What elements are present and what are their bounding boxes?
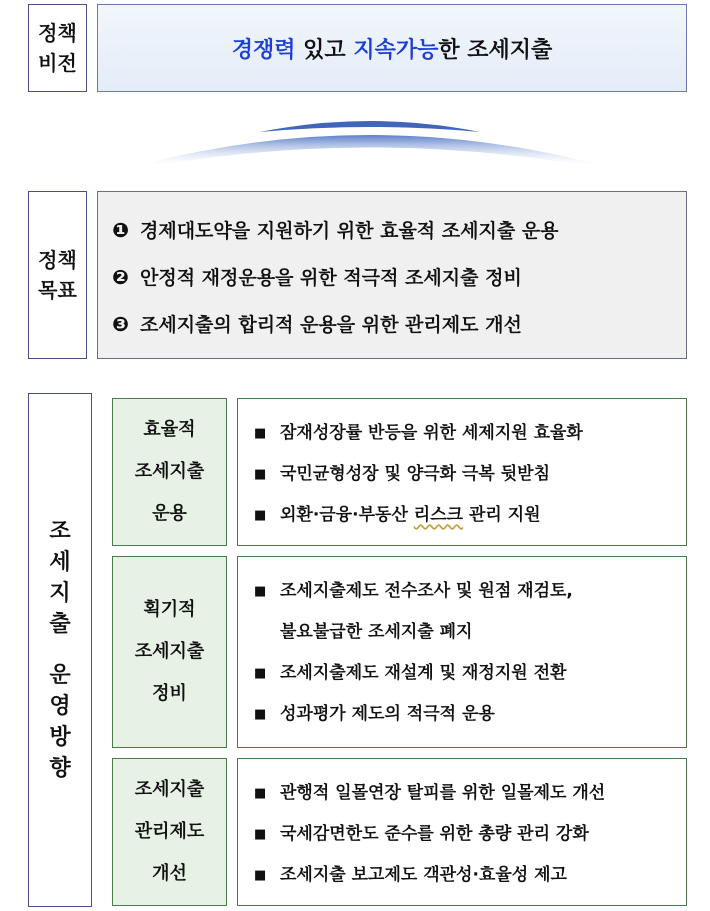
goal-number: ❸ bbox=[112, 311, 129, 336]
policy-item-text: 국세감면한도 준수를 위한 총량 관리 강화 bbox=[280, 824, 589, 844]
policy-item-text: 조세지출제도 전수조사 및 원점 재검토, bbox=[280, 581, 573, 601]
policy-item-continuation bbox=[254, 612, 686, 653]
policy-item-text-part: 리스크 bbox=[413, 505, 464, 525]
category-line: 조세지출 bbox=[134, 779, 205, 800]
goal-item bbox=[112, 300, 686, 347]
vision-label-line2: 비전 bbox=[38, 51, 77, 75]
category-line: 조세지출 bbox=[134, 461, 205, 482]
vision-text-part3: 지속가능 bbox=[353, 37, 439, 63]
vision-text-part4: 한 조세지출 bbox=[438, 37, 553, 63]
category-innovative-reform bbox=[112, 556, 227, 748]
category-line: 효율적 bbox=[143, 419, 196, 440]
policy-item bbox=[254, 773, 686, 814]
square-bullet-icon: ■ bbox=[254, 868, 267, 883]
policy-item bbox=[254, 571, 686, 612]
policy-item bbox=[254, 694, 686, 735]
policy-item-text: 국민균형성장 및 양극화 극복 뒷받침 bbox=[280, 464, 551, 484]
square-bullet-icon: ■ bbox=[254, 508, 267, 523]
goals-label-line2: 목표 bbox=[38, 278, 77, 302]
square-bullet-icon: ■ bbox=[254, 827, 267, 842]
policy-item-text: 성과평가 제도의 적극적 운용 bbox=[280, 704, 495, 724]
square-bullet-icon: ■ bbox=[254, 786, 267, 801]
goal-text: 조세지출의 합리적 운용을 위한 관리제도 개선 bbox=[140, 314, 522, 336]
policy-item-text-part: 외환·금융·부동산 bbox=[280, 505, 414, 525]
goal-number: ❷ bbox=[112, 264, 129, 289]
goal-text: 안정적 재정운용을 위한 적극적 조세지출 정비 bbox=[140, 267, 522, 289]
direction-label-char: 지 bbox=[49, 581, 71, 606]
goal-text: 경제대도약을 지원하기 위한 효율적 조세지출 운용 bbox=[140, 220, 559, 242]
direction-label-char: 조 bbox=[49, 519, 71, 544]
vision-label-line1: 정책 bbox=[38, 21, 77, 45]
policy-item bbox=[254, 855, 686, 896]
square-bullet-icon: ■ bbox=[254, 584, 267, 599]
category-items-reform bbox=[237, 556, 687, 748]
category-line: 운용 bbox=[152, 503, 187, 524]
goals-box bbox=[97, 191, 687, 359]
policy-item bbox=[254, 454, 686, 495]
goal-item bbox=[112, 253, 686, 300]
square-bullet-icon: ■ bbox=[254, 467, 267, 482]
policy-item bbox=[254, 413, 686, 454]
goals-label bbox=[28, 191, 87, 359]
square-bullet-icon: ■ bbox=[254, 426, 267, 441]
direction-label-char: 운 bbox=[49, 663, 71, 688]
policy-item-text: 잠재성장률 반등을 위한 세제지원 효율화 bbox=[280, 423, 583, 443]
policy-item-text bbox=[280, 495, 541, 536]
category-items-efficient bbox=[237, 398, 687, 546]
category-items-management bbox=[237, 758, 687, 906]
direction-label bbox=[28, 393, 92, 907]
category-line: 정비 bbox=[152, 683, 187, 704]
category-line: 조세지출 bbox=[134, 641, 205, 662]
goals-label-line1: 정책 bbox=[38, 248, 77, 272]
policy-item-text: 조세지출 보고제도 객관성·효율성 제고 bbox=[280, 865, 567, 885]
goal-item bbox=[112, 206, 686, 253]
goal-number: ❶ bbox=[112, 217, 129, 242]
direction-label-char: 향 bbox=[49, 756, 71, 781]
vision-text-part1: 경쟁력 bbox=[231, 37, 296, 63]
policy-item-text: 불요불급한 조세지출 폐지 bbox=[280, 622, 473, 642]
policy-item-text: 관행적 일몰연장 탈피를 위한 일몰제도 개선 bbox=[280, 783, 606, 803]
direction-label-char: 세 bbox=[49, 550, 71, 575]
square-bullet-icon: ■ bbox=[254, 707, 267, 722]
category-efficient-operation bbox=[112, 398, 227, 546]
vision-statement bbox=[97, 4, 687, 92]
direction-label-char: 영 bbox=[49, 694, 71, 719]
vision-text-part2: 있고 bbox=[295, 37, 354, 63]
policy-item bbox=[254, 653, 686, 694]
direction-label-char: 출 bbox=[49, 612, 71, 637]
policy-item bbox=[254, 495, 686, 536]
policy-item-text: 조세지출제도 재설계 및 재정지원 전환 bbox=[280, 663, 567, 683]
up-arrow-shape bbox=[140, 110, 600, 170]
category-management-system bbox=[112, 758, 227, 906]
policy-item-text-part: 관리 지원 bbox=[463, 505, 541, 525]
policy-item bbox=[254, 814, 686, 855]
direction-label-char: 방 bbox=[49, 725, 71, 750]
vision-label bbox=[28, 4, 87, 92]
square-bullet-icon: ■ bbox=[254, 666, 267, 681]
category-line: 관리제도 bbox=[134, 821, 205, 842]
category-line: 획기적 bbox=[143, 599, 196, 620]
category-line: 개선 bbox=[152, 863, 187, 884]
